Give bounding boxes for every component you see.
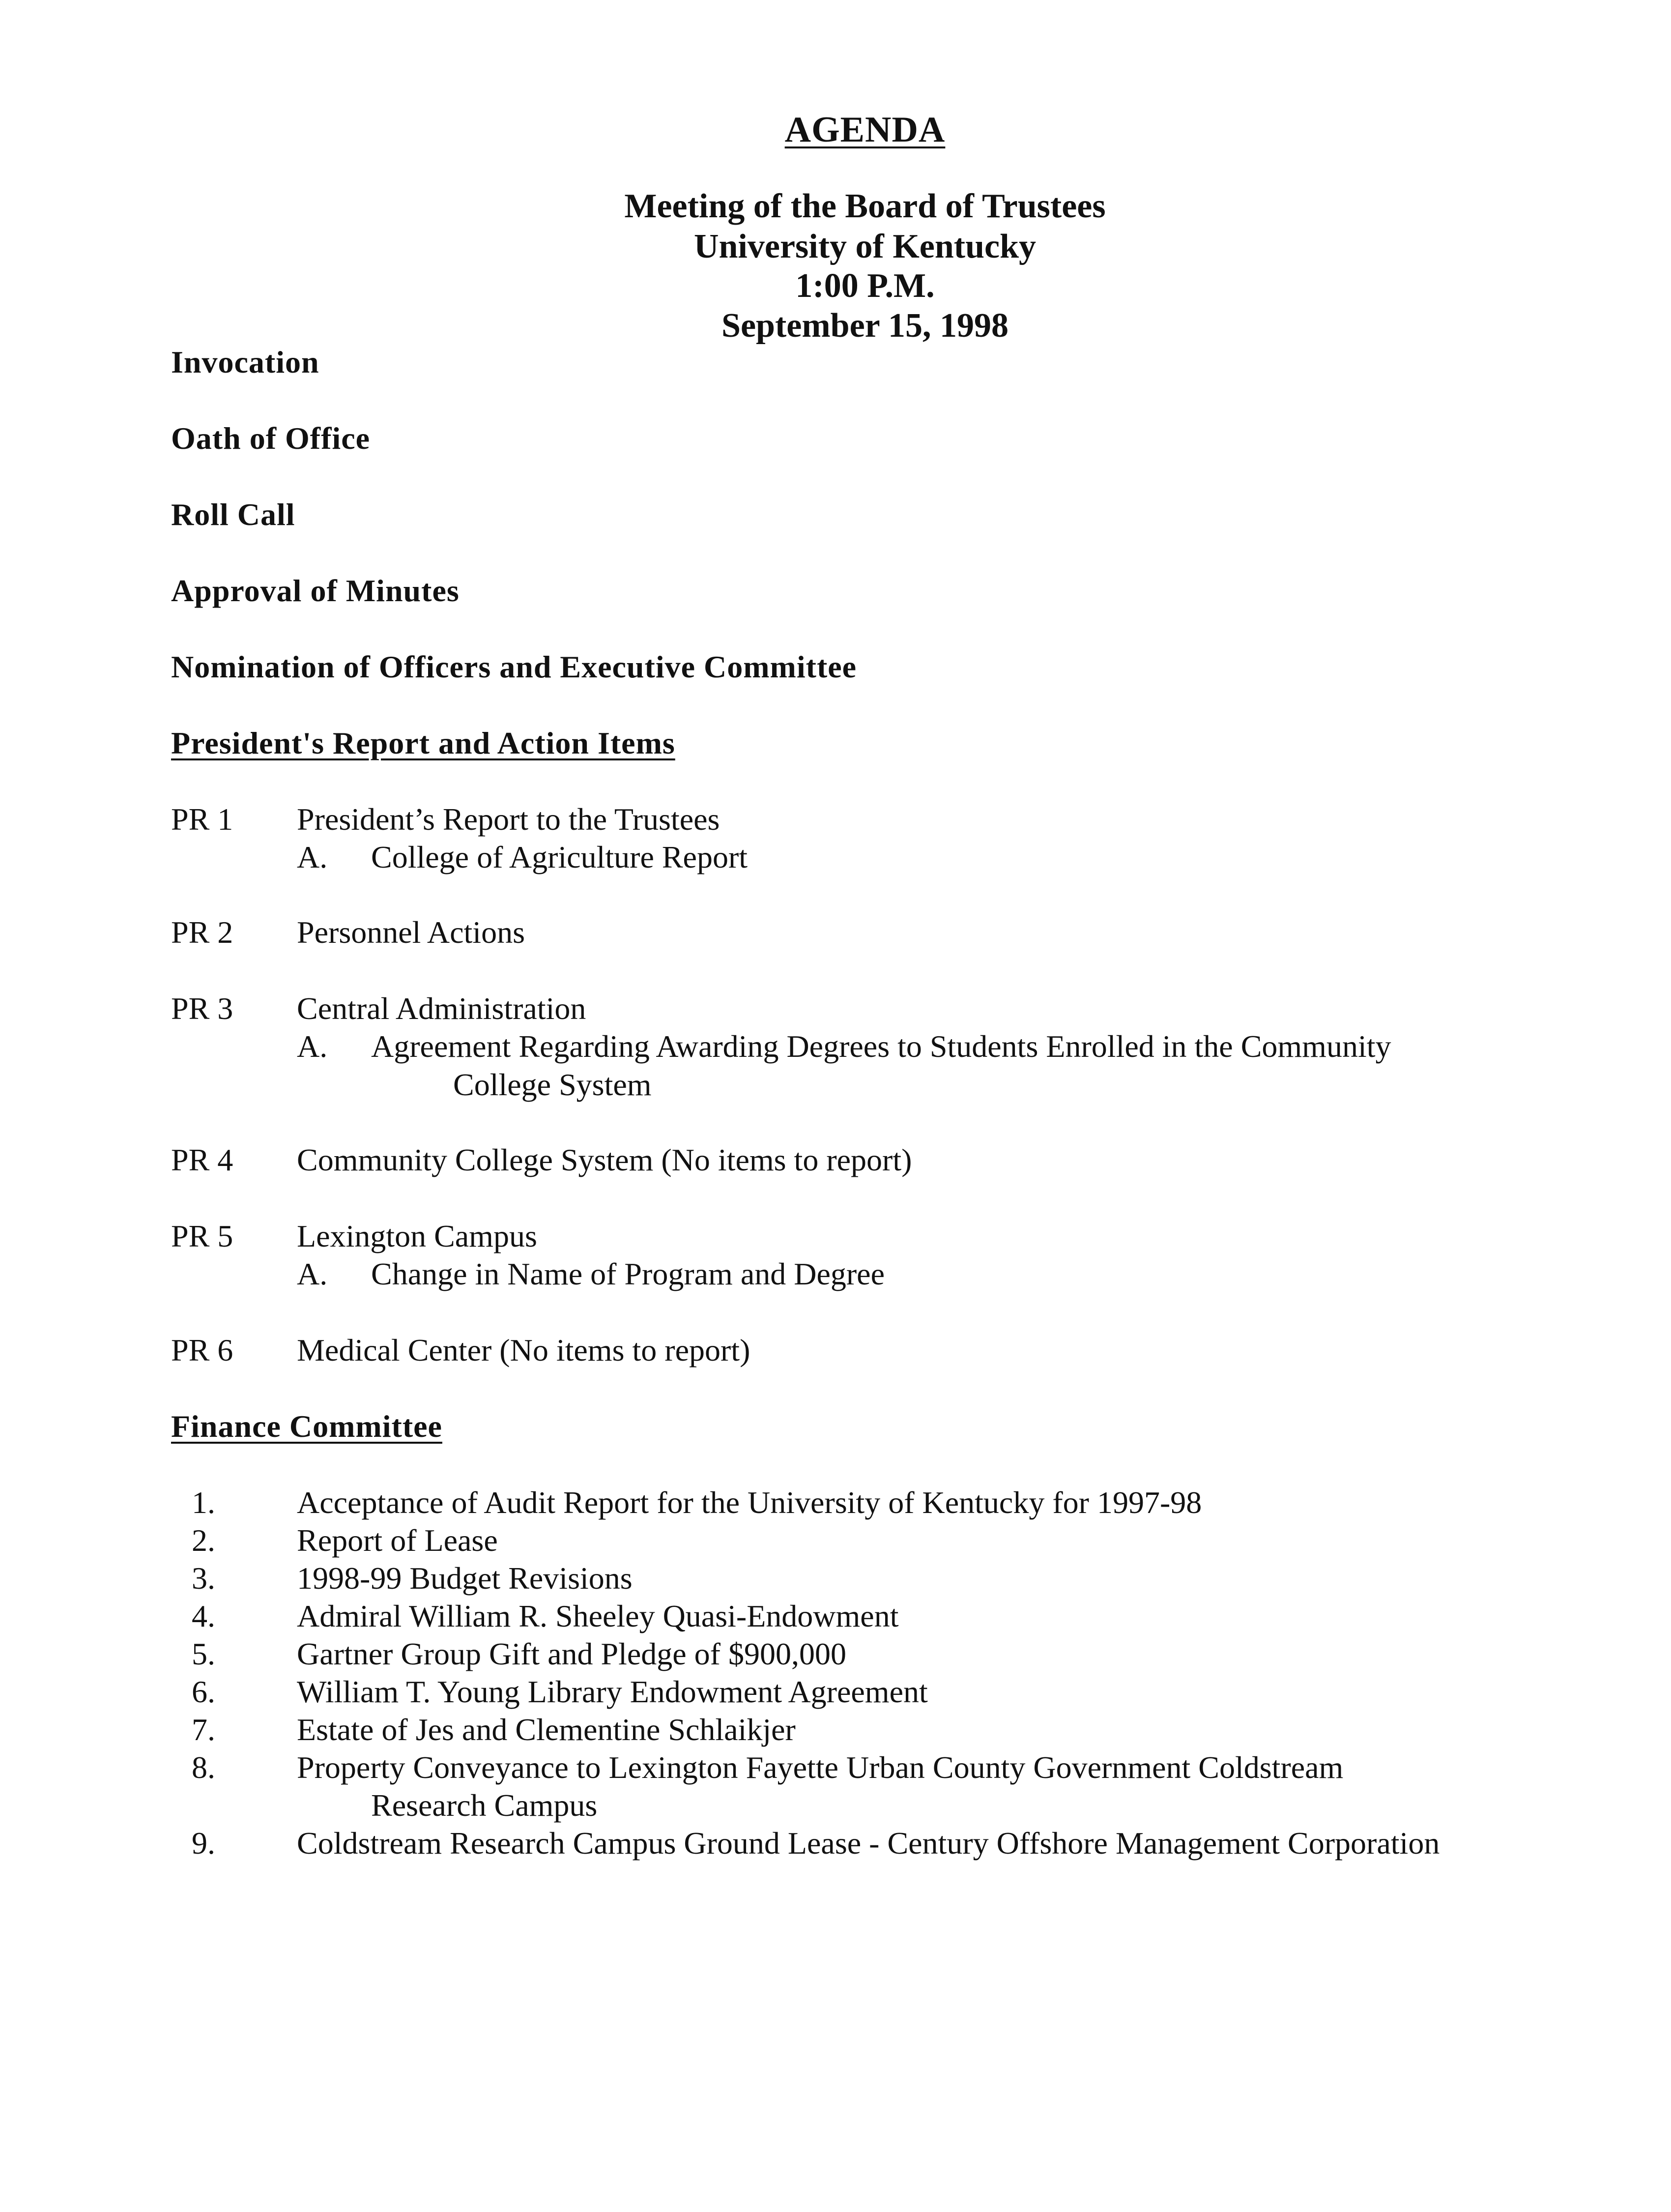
finance-item-text: Admiral William R. Sheeley Quasi-Endowment xyxy=(297,1599,899,1633)
pr-item-text: Lexington Campus xyxy=(297,1219,537,1253)
meeting-time: 1:00 P.M. xyxy=(795,267,935,305)
pr-code: PR 4 xyxy=(171,1142,233,1177)
pr-item-text: President’s Report to the Trustees xyxy=(297,802,720,837)
pr-subitem-text: Change in Name of Program and Degree xyxy=(371,1256,885,1291)
pr-subitem-text: College of Agriculture Report xyxy=(371,840,748,874)
finance-section-heading: Finance Committee xyxy=(171,1409,442,1444)
finance-item-number: 7. xyxy=(192,1712,215,1747)
finance-item-text: William T. Young Library Endowment Agreement xyxy=(297,1674,928,1709)
opening-item-invocation: Invocation xyxy=(171,345,319,379)
finance-item-number: 9. xyxy=(192,1826,215,1861)
opening-item-nomination: Nomination of Officers and Executive Committee xyxy=(171,649,857,684)
university-name: University of Kentucky xyxy=(693,228,1037,265)
pr-item-text: Personnel Actions xyxy=(297,915,525,950)
opening-item-minutes: Approval of Minutes xyxy=(171,573,460,608)
pr-subitem-letter: A. xyxy=(297,1029,328,1064)
pr-item-text: Central Administration xyxy=(297,991,586,1026)
finance-item-number: 5. xyxy=(192,1636,215,1671)
finance-item-number: 2. xyxy=(192,1523,215,1558)
pr-code: PR 5 xyxy=(171,1219,233,1253)
pr-code: PR 2 xyxy=(171,915,233,950)
finance-item-text: Acceptance of Audit Report for the University of Kentucky for 1997-98 xyxy=(297,1485,1202,1520)
pr-code: PR 6 xyxy=(171,1333,233,1368)
meeting-date: September 15, 1998 xyxy=(721,307,1008,345)
finance-item-text: Report of Lease xyxy=(297,1523,498,1558)
finance-item-text: Estate of Jes and Clementine Schlaikjer xyxy=(297,1712,796,1747)
agenda-title: AGENDA xyxy=(784,110,946,150)
opening-item-oath: Oath of Office xyxy=(171,421,370,456)
pr-subitem-text: Agreement Regarding Awarding Degrees to Students Enrolled in the Community xyxy=(371,1029,1391,1064)
pr-code: PR 1 xyxy=(171,802,233,837)
pr-subitem-letter: A. xyxy=(297,840,328,874)
presidents-section-heading: President's Report and Action Items xyxy=(171,726,675,760)
finance-item-number: 6. xyxy=(192,1674,215,1709)
pr-subitem-text-continued: College System xyxy=(453,1067,652,1102)
finance-item-text-continued: Research Campus xyxy=(371,1788,598,1823)
finance-item-number: 8. xyxy=(192,1750,215,1785)
finance-item-number: 4. xyxy=(192,1599,215,1633)
opening-item-roll-call: Roll Call xyxy=(171,497,295,532)
meeting-title: Meeting of the Board of Trustees xyxy=(624,187,1106,225)
pr-item-text: Community College System (No items to report) xyxy=(297,1142,912,1177)
finance-item-text: 1998-99 Budget Revisions xyxy=(297,1561,633,1596)
finance-item-text: Gartner Group Gift and Pledge of $900,000 xyxy=(297,1636,846,1671)
pr-subitem-letter: A. xyxy=(297,1256,328,1291)
pr-item-text: Medical Center (No items to report) xyxy=(297,1333,750,1368)
finance-item-text: Coldstream Research Campus Ground Lease - Century Offshore Management Corporation xyxy=(297,1826,1440,1861)
finance-item-number: 3. xyxy=(192,1561,215,1596)
finance-item-number: 1. xyxy=(192,1485,215,1520)
pr-code: PR 3 xyxy=(171,991,233,1026)
finance-item-text: Property Conveyance to Lexington Fayette Urban County Government Coldstream xyxy=(297,1750,1344,1785)
